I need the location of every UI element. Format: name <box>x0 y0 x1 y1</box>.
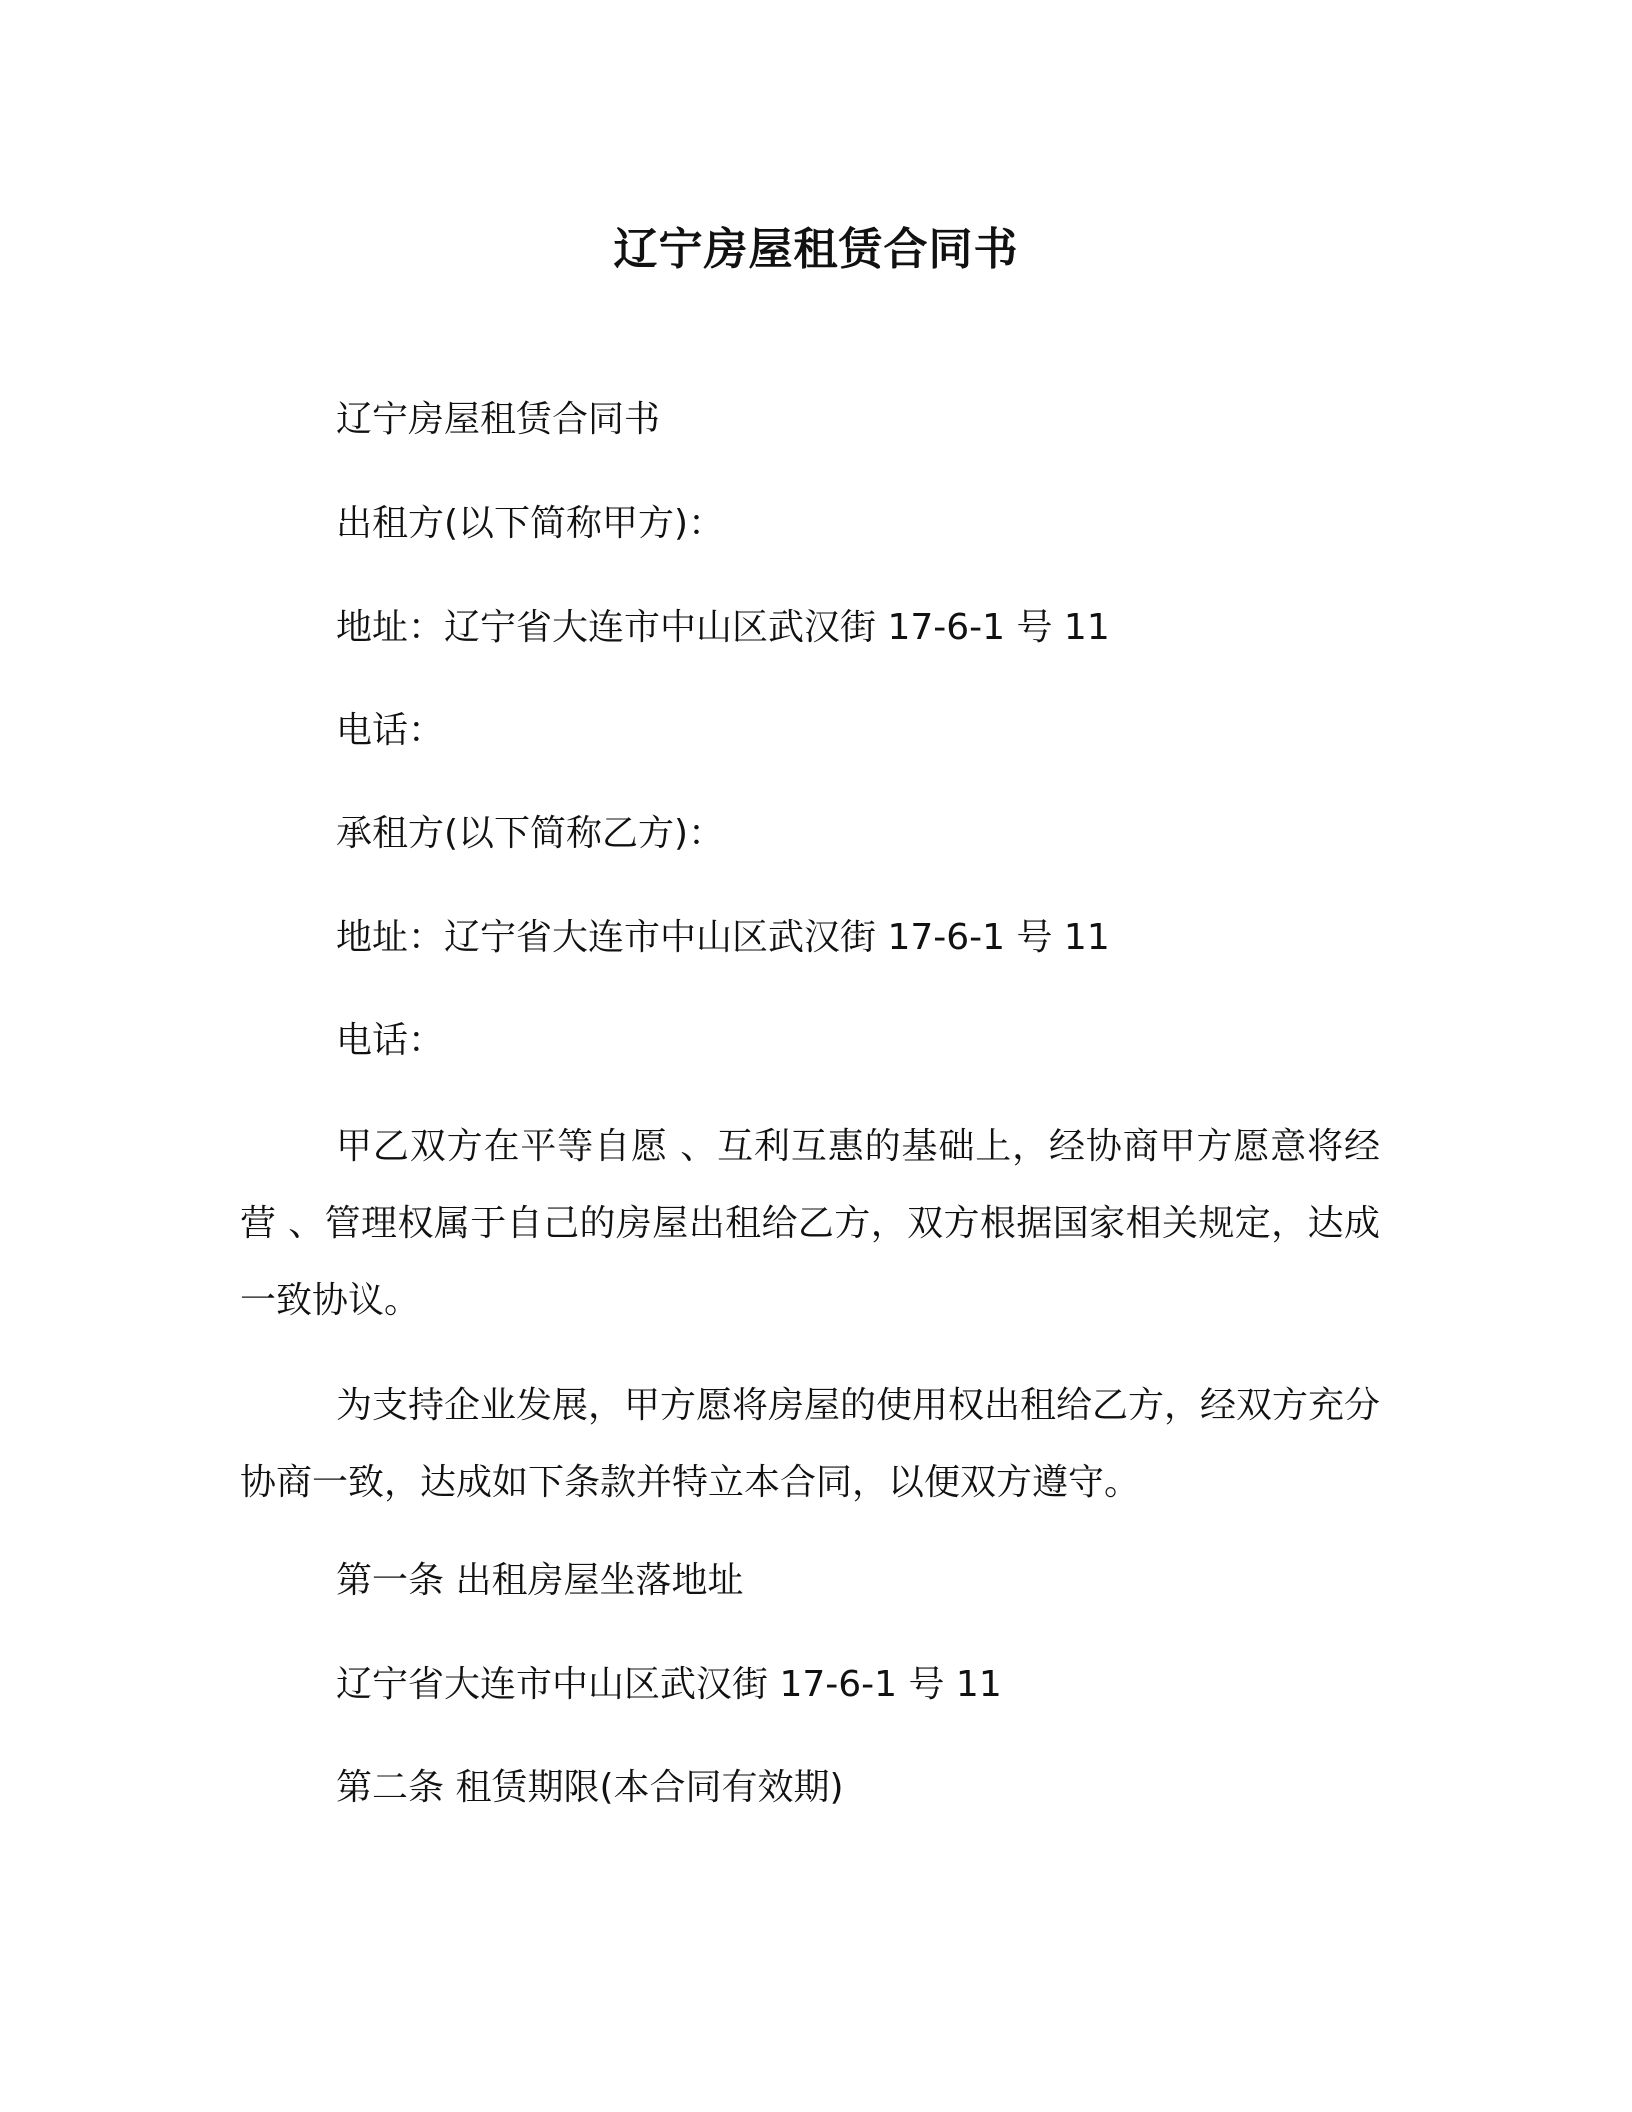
lessor-address: 地址：辽宁省大连市中山区武汉街 17-6-1 号 11 <box>336 607 1110 648</box>
lessee-address: 地址：辽宁省大连市中山区武汉街 17-6-1 号 11 <box>336 917 1110 958</box>
article-1-body: 辽宁省大连市中山区武汉街 17-6-1 号 11 <box>336 1664 1002 1705</box>
heading-repeat: 辽宁房屋租赁合同书 <box>336 399 661 440</box>
paragraph-purpose: 为支持企业发展，甲方愿将房屋的使用权出租给乙方，经双方充分协商一致，达成如下条款并特立本合同，以便双方遵守。 <box>240 1385 1381 1503</box>
paragraph-agreement: 甲乙双方在平等自愿 、互利互惠的基础上，经协商甲方愿意将经营 、管理权属于自己的房屋出租给乙方，双方根据国家相关规定，达成一致协议。 <box>240 1126 1380 1321</box>
document-title: 辽宁房屋租赁合同书 <box>613 224 1019 275</box>
lessor-label: 出租方(以下简称甲方)： <box>336 503 725 544</box>
article-2-title: 第二条 租赁期限(本合同有效期) <box>336 1767 844 1808</box>
article-1-title: 第一条 出租房屋坐落地址 <box>336 1560 744 1601</box>
lessor-phone: 电话： <box>336 710 445 751</box>
lessee-phone: 电话： <box>336 1020 445 1061</box>
lessee-label: 承租方(以下简称乙方)： <box>336 813 725 854</box>
